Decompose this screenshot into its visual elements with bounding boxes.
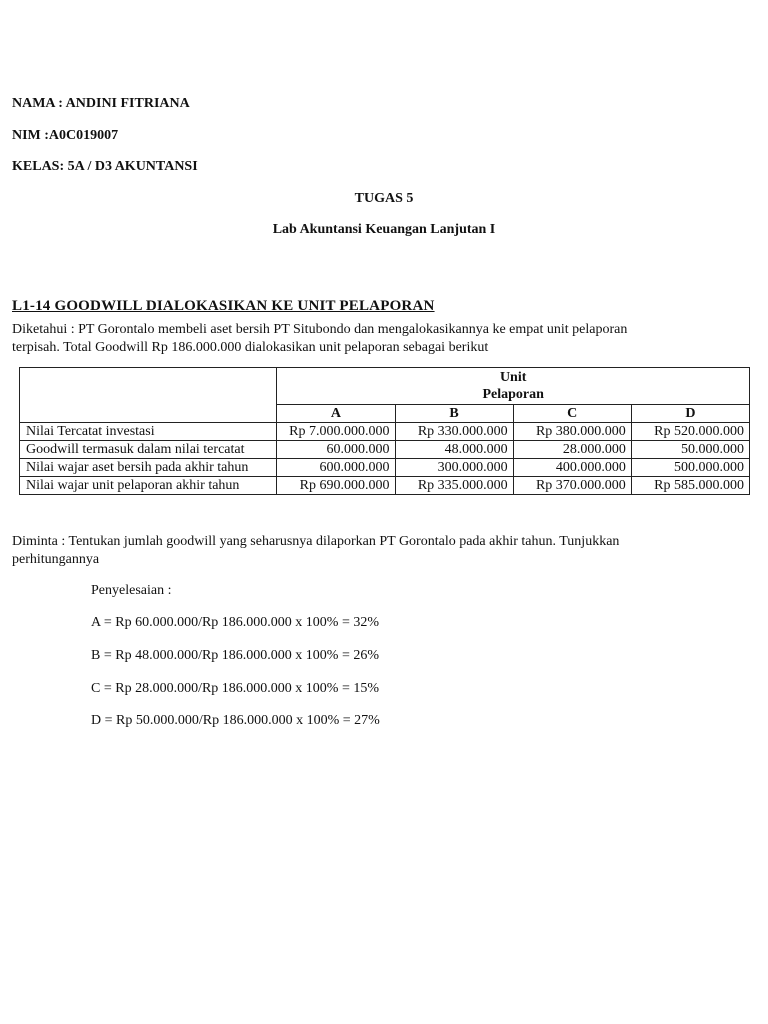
table-cell: 28.000.000 [513,441,631,459]
lab-title: Lab Akuntansi Keuangan Lanjutan I [272,222,496,237]
student-nim: NIM :A0C019007 [12,128,119,143]
table-cell: 400.000.000 [513,459,631,477]
diketahui-line-1: Diketahui : PT Gorontalo membeli aset bersih PT Situbondo dan mengalokasikannya ke empat unit pelaporan [12,322,628,337]
table-row [20,423,750,441]
row-label: Nilai wajar aset bersih pada akhir tahun [20,459,277,477]
student-name: NAMA : ANDINI FITRIANA [12,96,190,111]
solution-line-d: D = Rp 50.000.000/Rp 186.000.000 x 100% = 27% [91,713,380,728]
row-label: Goodwill termasuk dalam nilai tercatat [20,441,277,459]
allocation-table [19,367,750,495]
table-cell: Rp 380.000.000 [513,423,631,441]
row-label: Nilai wajar unit pelaporan akhir tahun [20,477,277,495]
table-cell: Rp 690.000.000 [277,477,395,495]
solution-line-a: A = Rp 60.000.000/Rp 186.000.000 x 100% = 32% [91,615,380,630]
diminta-line-2: perhitungannya [12,552,100,567]
table-cell: 300.000.000 [395,459,513,477]
table-row [20,441,750,459]
table-row [20,477,750,495]
diminta-line-1: Diminta : Tentukan jumlah goodwill yang seharusnya dilaporkan PT Gorontalo pada akhir tahun. Tunjukkan [12,534,620,549]
table-row [20,459,750,477]
column-header-b: B [395,405,513,423]
solution-line-b: B = Rp 48.000.000/Rp 186.000.000 x 100% = 26% [91,648,380,663]
table-cell: 48.000.000 [395,441,513,459]
column-header-c: C [513,405,631,423]
group-header-line-1: Unit [499,370,527,385]
group-header [277,368,750,405]
student-class: KELAS: 5A / D3 AKUNTANSI [12,159,198,174]
table-cell: Rp 335.000.000 [395,477,513,495]
table-cell: 60.000.000 [277,441,395,459]
table-cell: Rp 520.000.000 [631,423,749,441]
diketahui-line-2: terpisah. Total Goodwill Rp 186.000.000 dialokasikan unit pelaporan sebagai berikut [12,340,489,355]
column-header-a: A [277,405,395,423]
table-cell: 50.000.000 [631,441,749,459]
table-corner-cell [20,368,277,423]
column-header-d: D [631,405,749,423]
solution-heading: Penyelesaian : [91,583,172,598]
table-cell: 600.000.000 [277,459,395,477]
solution-line-c: C = Rp 28.000.000/Rp 186.000.000 x 100% = 15% [91,681,380,696]
row-label: Nilai Tercatat investasi [20,423,277,441]
table-cell: 500.000.000 [631,459,749,477]
assignment-title: TUGAS 5 [354,191,414,206]
table-cell: Rp 330.000.000 [395,423,513,441]
table-cell: Rp 585.000.000 [631,477,749,495]
table-cell: Rp 7.000.000.000 [277,423,395,441]
table-cell: Rp 370.000.000 [513,477,631,495]
section-title: L1-14 GOODWILL DIALOKASIKAN KE UNIT PELAPORAN [12,298,435,314]
group-header-line-2: Pelaporan [482,387,544,402]
table-header-row [20,368,750,405]
